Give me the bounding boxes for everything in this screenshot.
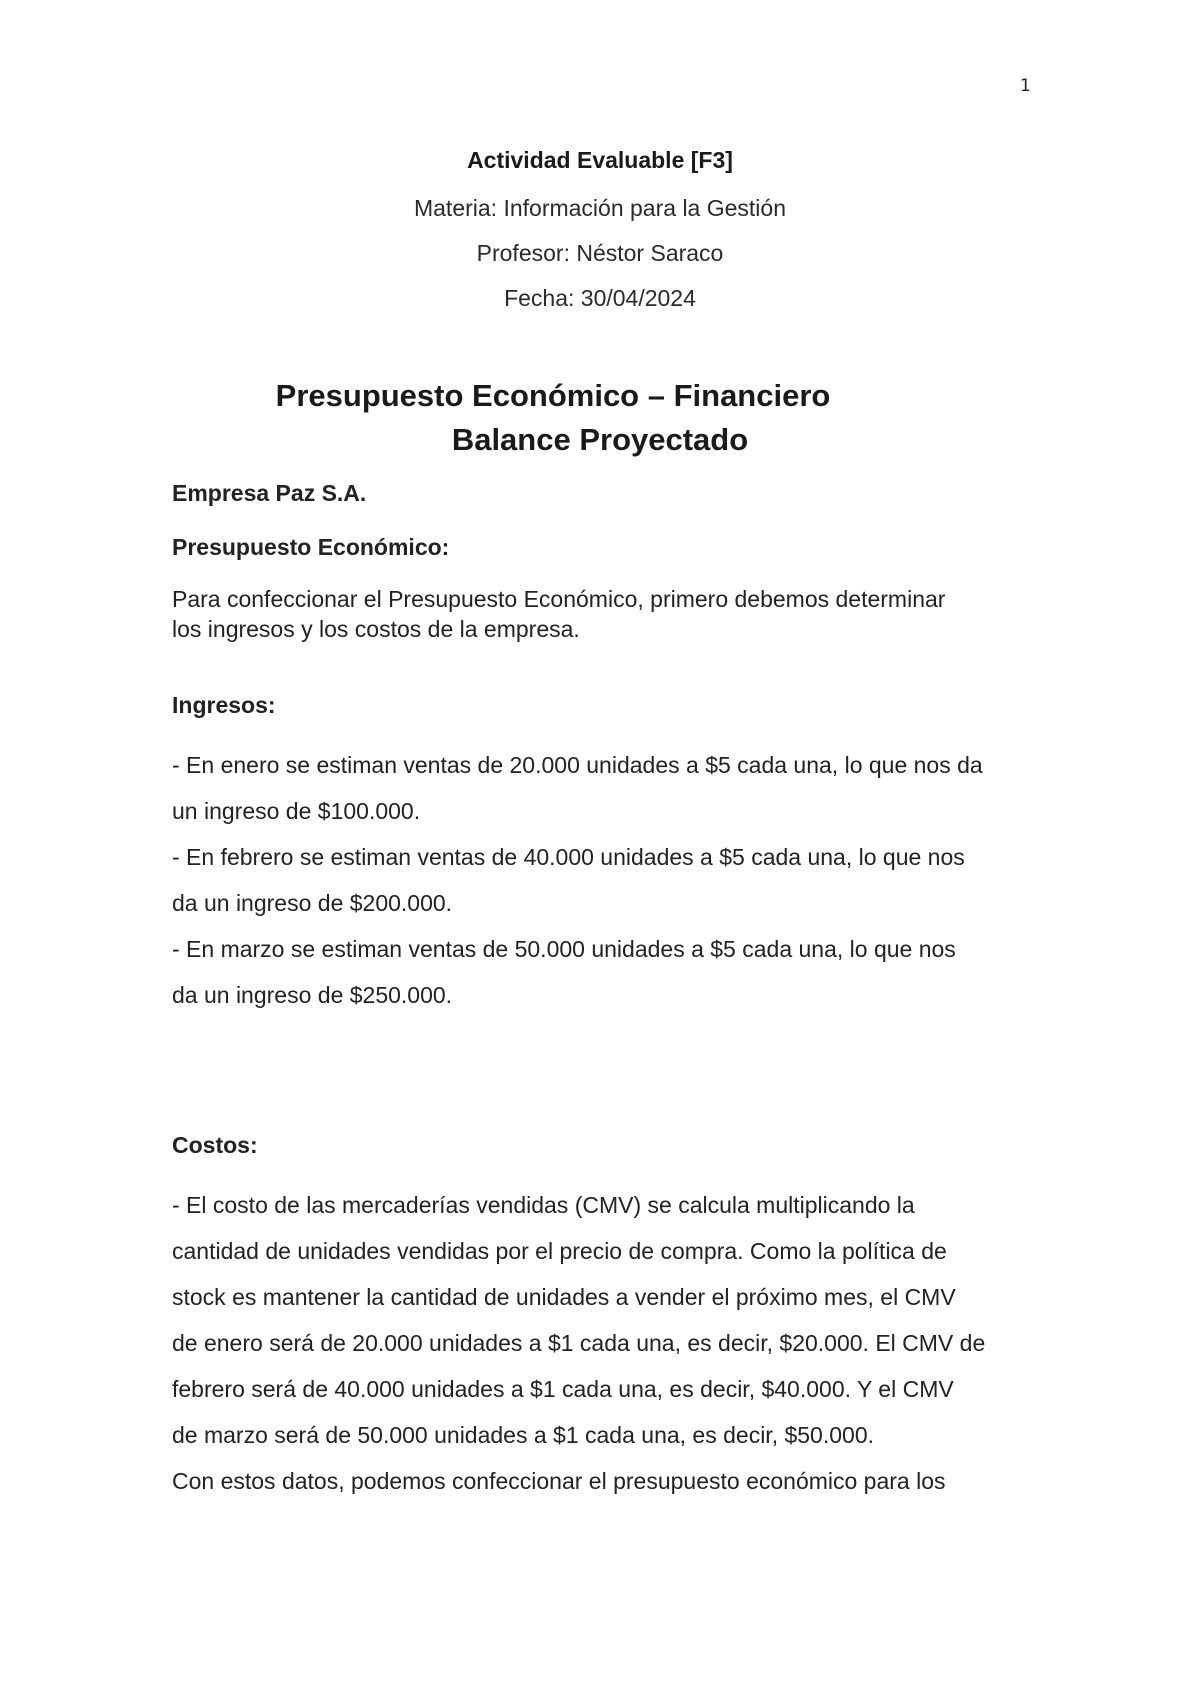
costos-list xyxy=(172,1182,1042,1504)
ingresos-line: da un ingreso de $200.000. xyxy=(172,890,453,916)
main-title-line-2: Balance Proyectado xyxy=(451,422,749,457)
intro-line: los ingresos y los costos de la empresa. xyxy=(172,616,580,642)
costos-line: stock es mantener la cantidad de unidades a vender el próximo mes, el CMV xyxy=(172,1284,956,1310)
costos-heading: Costos: xyxy=(172,1132,258,1158)
main-title-line-1: Presupuesto Económico – Financiero xyxy=(275,378,831,413)
economic-budget-heading: Presupuesto Económico: xyxy=(172,534,450,560)
company-name: Empresa Paz S.A. xyxy=(172,480,367,506)
costos-line: de enero será de 20.000 unidades a $1 cada una, es decir, $20.000. El CMV de xyxy=(172,1330,986,1356)
costos-line: cantidad de unidades vendidas por el precio de compra. Como la política de xyxy=(172,1238,947,1264)
professor-line: Profesor: Néstor Saraco xyxy=(476,240,724,266)
costos-line: Con estos datos, podemos confeccionar el presupuesto económico para los xyxy=(172,1468,946,1494)
main-title xyxy=(0,374,1200,462)
document-header xyxy=(0,146,1200,329)
costos-line: de marzo será de 50.000 unidades a $1 cada una, es decir, $50.000. xyxy=(172,1422,875,1448)
economic-budget-intro xyxy=(172,584,1042,644)
costos-line: febrero será de 40.000 unidades a $1 cada una, es decir, $40.000. Y el CMV xyxy=(172,1376,954,1402)
date-line: Fecha: 30/04/2024 xyxy=(504,285,696,311)
ingresos-heading: Ingresos: xyxy=(172,692,276,718)
intro-line: Para confeccionar el Presupuesto Económico, primero debemos determinar xyxy=(172,586,946,612)
ingresos-line: - En enero se estiman ventas de 20.000 unidades a $5 cada una, lo que nos da xyxy=(172,752,983,778)
ingresos-line: - En febrero se estiman ventas de 40.000 unidades a $5 cada una, lo que nos xyxy=(172,844,965,870)
ingresos-line: - En marzo se estiman ventas de 50.000 unidades a $5 cada una, lo que nos xyxy=(172,936,956,962)
ingresos-list xyxy=(172,742,1042,1018)
costos-line: - El costo de las mercaderías vendidas (CMV) se calcula multiplicando la xyxy=(172,1192,915,1218)
ingresos-line: da un ingreso de $250.000. xyxy=(172,982,453,1008)
document-body xyxy=(172,478,1042,1504)
activity-title: Actividad Evaluable [F3] xyxy=(467,147,733,173)
ingresos-line: un ingreso de $100.000. xyxy=(172,798,421,824)
page-number: 1 xyxy=(1020,76,1031,96)
subject-line: Materia: Información para la Gestión xyxy=(413,195,786,221)
